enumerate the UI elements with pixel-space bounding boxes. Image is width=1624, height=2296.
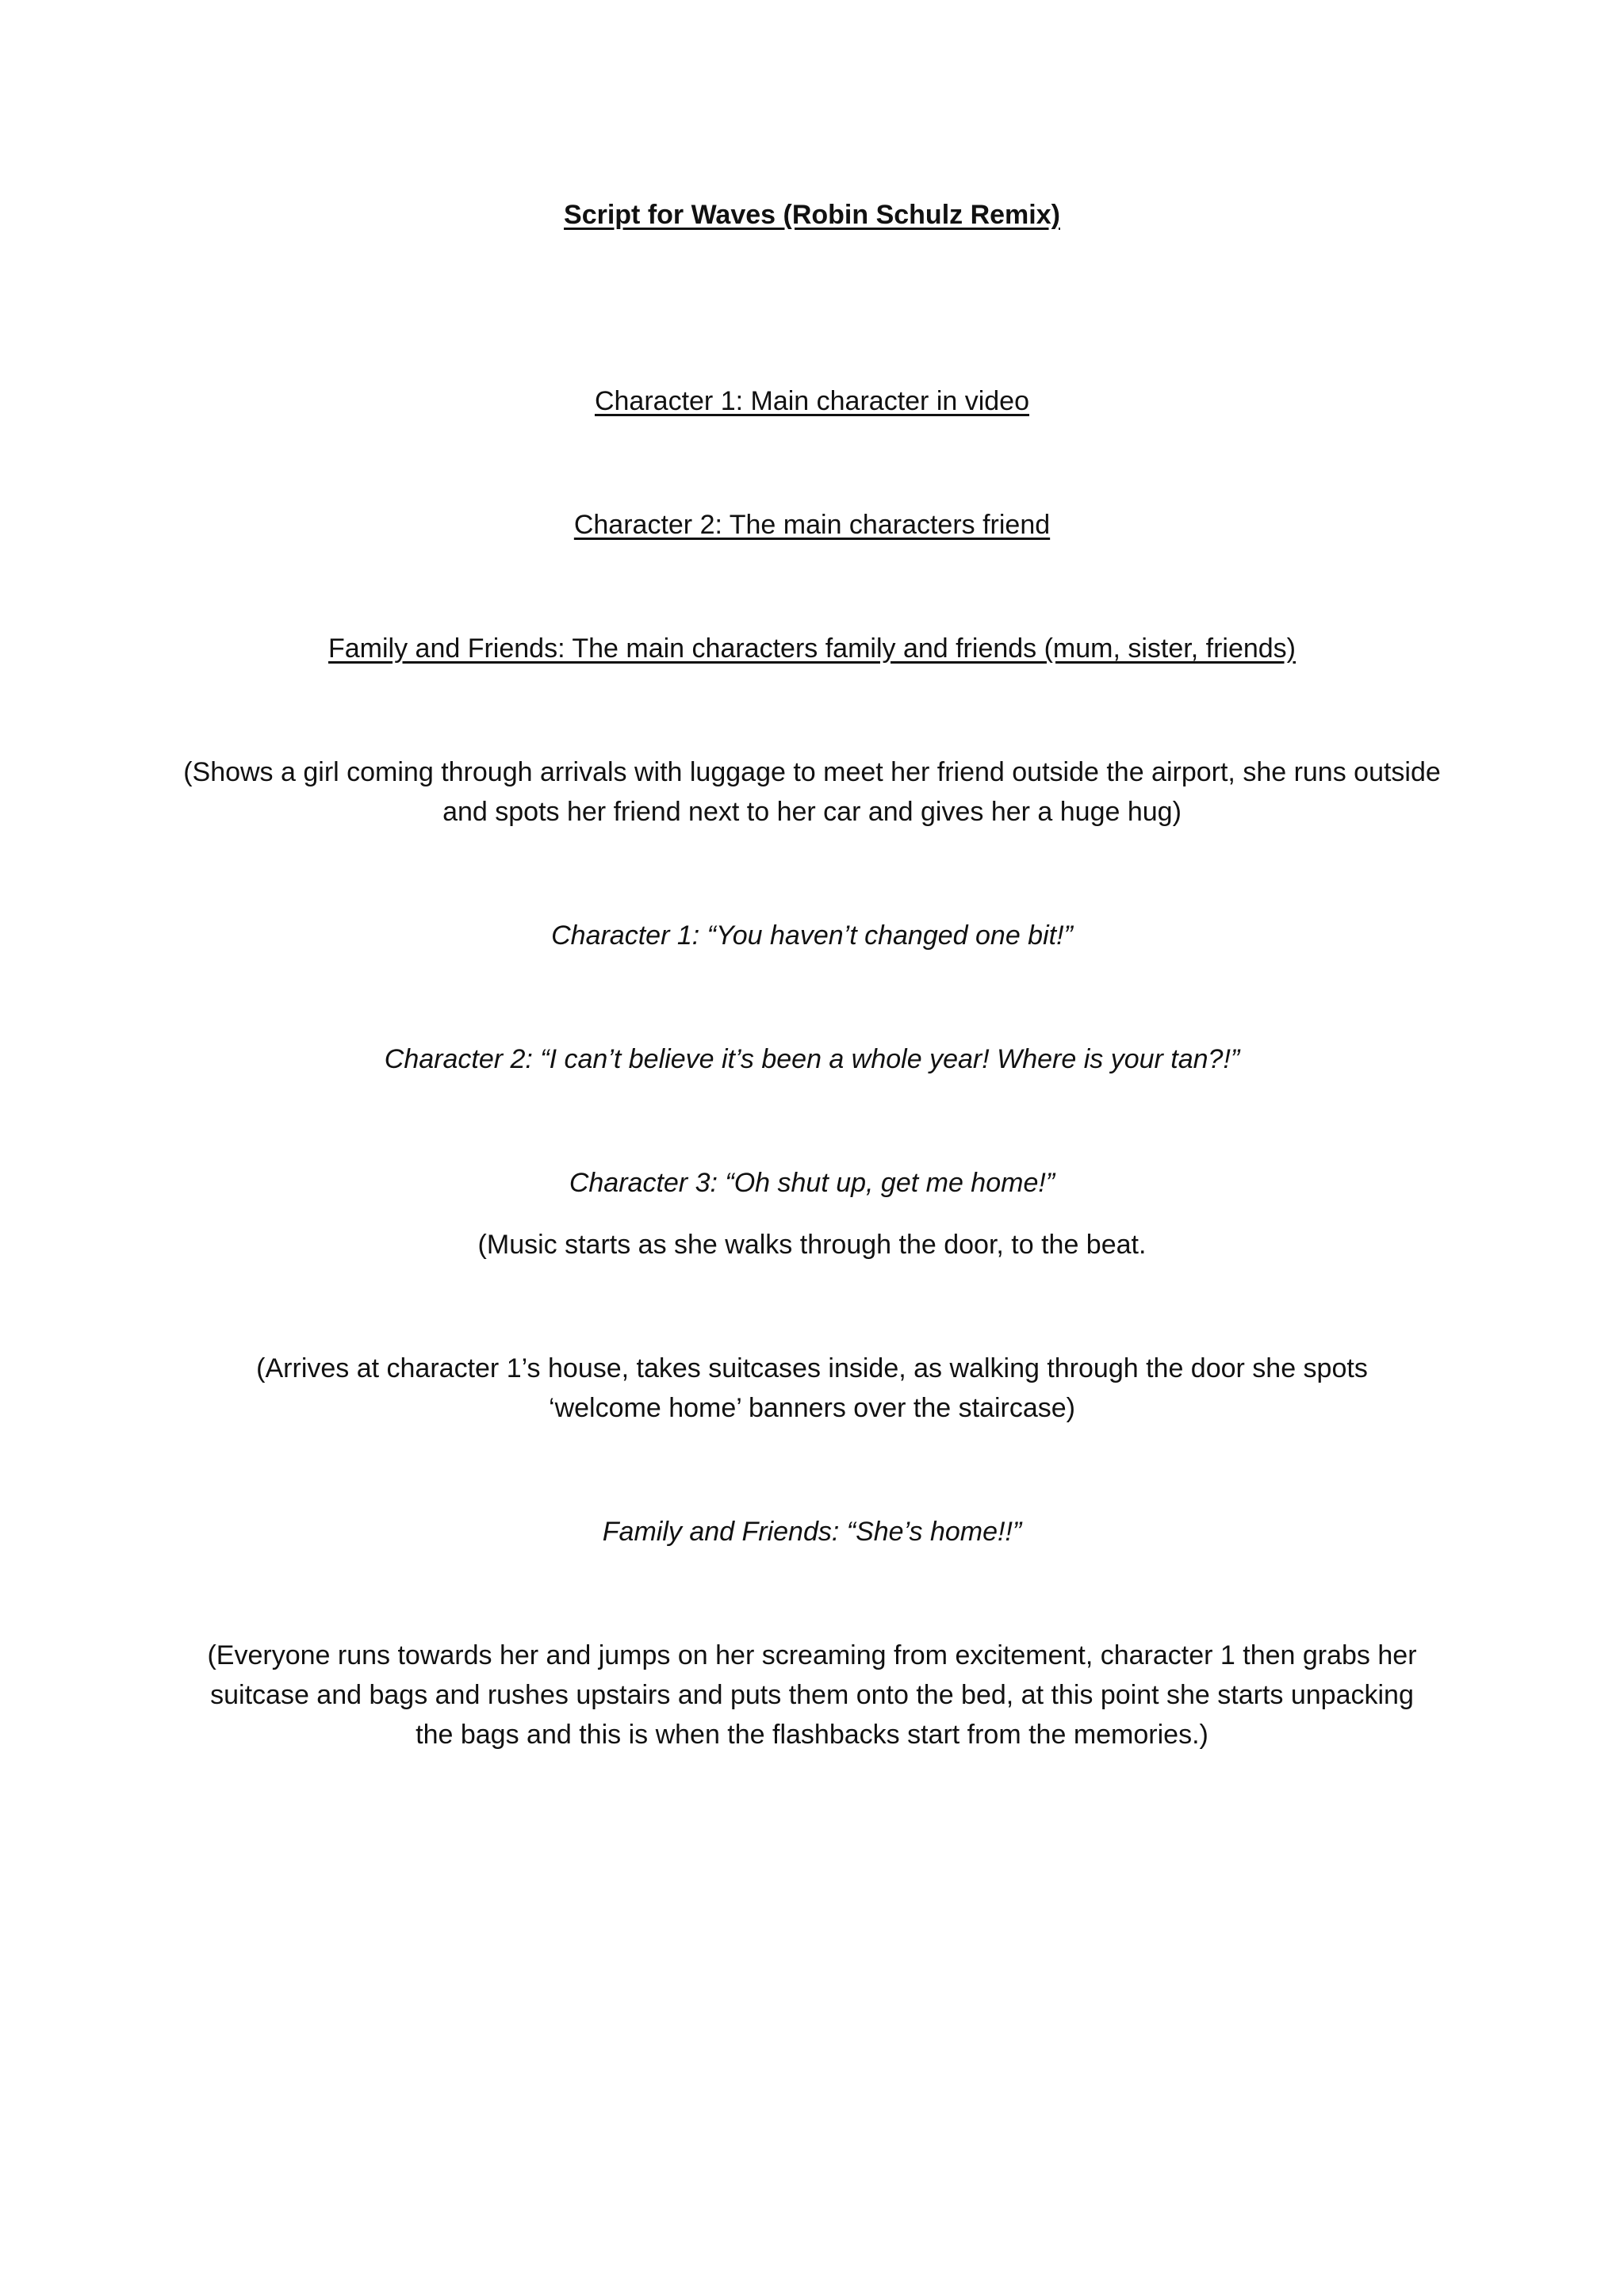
dialogue-character-2: Character 2: “I can’t believe it’s been a whole year! Where is your tan?!” [384,1044,1240,1074]
scene-3-direction: (Everyone runs towards her and jumps on her screaming from excitement, character 1 then grabs her suitcase and bags and rushes upstairs and puts them onto the bed, at this point she starts unpacking the bags and this is when the flashbacks start from the memories.) [207,1640,1417,1750]
music-direction: (Music starts as she walks through the door, to the beat. [477,1230,1147,1260]
family-and-friends-description: Family and Friends: The main characters family and friends (mum, sister, friends) [327,633,1296,664]
dialogue-family-and-friends: Family and Friends: “She’s home!!” [602,1517,1022,1547]
document-title: Script for Waves (Robin Schulz Remix) [564,200,1060,230]
character-2-description: Character 2: The main characters friend [573,510,1051,540]
character-1-description: Character 1: Main character in video [594,386,1030,416]
dialogue-character-3: Character 3: “Oh shut up, get me home!” [569,1168,1055,1198]
scene-1-direction: (Shows a girl coming through arrivals with luggage to meet her friend outside the airport, she runs outside and spots her friend next to her car and gives her a huge hug) [183,757,1441,827]
scene-2-direction: (Arrives at character 1’s house, takes suitcases inside, as walking through the door she spots ‘welcome home’ banners over the staircase) [256,1353,1368,1423]
dialogue-character-1: Character 1: “You haven’t changed one bit!” [551,920,1073,951]
